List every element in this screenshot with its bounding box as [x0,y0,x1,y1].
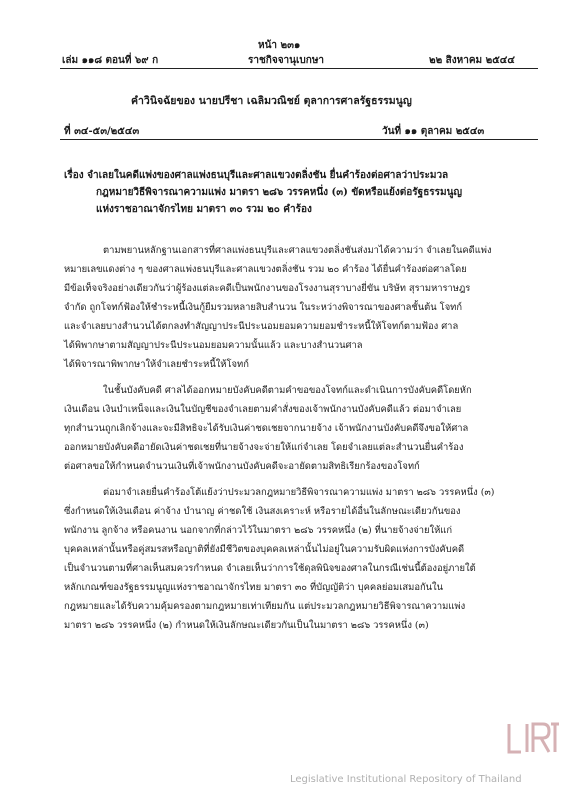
body-line: พนักงาน ลูกจ้าง หรือคนงาน นอกจากที่กล่าวไว้ในมาตรา ๒๘๖ วรรคหนึ่ง (๒) ที่นายจ้างจ่ายให้แก่ [64,525,453,536]
page-number: หน้า ๒๓๑ [258,40,301,51]
body-line: ในชั้นบังคับคดี ศาลได้ออกหมายบังคับคดีตามคำขอของโจทก์และดำเนินการบังคับคดีโดยหัก [103,385,472,396]
volume-number: เล่ม ๑๑๘ ตอนที่ ๖๙ ก [62,55,159,66]
body-line: บุคคลเหล่านั้นหรือคู่สมรสหรือญาติที่ยังมีชีวิตของบุคคลเหล่านั้นไม่อยู่ในความรับผิดแห่งการบังคับคดี [64,544,465,555]
body-line: มีข้อเท็จจริงอย่างเดียวกันว่าผู้ร้องแต่ละคดีเป็นพนักงานของโรงงานสุราบางยี่ขัน บริษัท สุรามหาราษฎร [64,283,471,294]
body-line: ตามพยานหลักฐานเอกสารที่ศาลแพ่งธนบุรีและศาลแขวงตลิ่งชันส่งมาได้ความว่า จำเลยในคดีแพ่ง [103,245,492,256]
body-line: หลักเกณฑ์ของรัฐธรรมนูญแห่งราชอาณาจักรไทย มาตรา ๓๐ ที่บัญญัติว่า บุคคลย่อมเสมอกันใน [64,582,444,593]
subject-line: แห่งราชอาณาจักรไทย มาตรา ๓๐ รวม ๒๐ คำร้อง [96,204,312,215]
subject-line: เรื่อง จำเลยในคดีแพ่งของศาลแพ่งธนบุรีและศาลแขวงตลิ่งชัน ยื่นคำร้องต่อศาลว่าประมวล [64,170,449,181]
gazette-name: ราชกิจจานุเบกษา [248,55,325,66]
body-line: ต่อมาจำเลยยื่นคำร้องโต้แย้งว่าประมวลกฎหมายวิธีพิจารณาความแพ่ง มาตรา ๒๘๖ วรรคหนึ่ง (๓) [103,487,495,498]
case-rule [60,139,538,140]
lirt-logo [503,718,559,758]
repository-watermark: Legislative Institutional Repository of Thailand [290,774,522,785]
body-line: ออกหมายบังคับคดีอายัดเงินค่าชดเชยที่นายจ้างจะจ่ายให้แก่จำเลย โดยจำเลยแต่ละสำนวนยื่นคำร้อง [64,442,464,453]
body-line: และจำเลยบางสำนวนได้ตกลงทำสัญญาประนีประนอมยอมความยอมชำระหนี้ให้โจทก์ตามฟ้อง ศาล [64,321,459,332]
header-rule [60,68,538,69]
case-number: ที่ ๓๔-๕๓/๒๕๔๓ [64,126,140,137]
body-line: ทุกสำนวนถูกเลิกจ้างและจะมีสิทธิจะได้รับเงินค่าชดเชยจากนายจ้าง เจ้าพนักงานบังคับคดีจึงขอให้ศาล [64,423,469,434]
subject-line: กฎหมายวิธีพิจารณาความแพ่ง มาตรา ๒๘๖ วรรคหนึ่ง (๓) ขัดหรือแย้งต่อรัฐธรรมนูญ [96,187,462,198]
body-line: ได้พิพากษาตามสัญญาประนีประนอมยอมความนั้นแล้ว และบางสำนวนศาล [64,340,363,351]
ruling-title: คำวินิจฉัยของ นายปรีชา เฉลิมวณิชย์ ตุลาการศาลรัฐธรรมนูญ [131,95,412,107]
body-line: หมายเลขแดงต่าง ๆ ของศาลแพ่งธนบุรีและศาลแขวงตลิ่งชัน รวม ๒๐ คำร้อง ได้ยื่นคำร้องต่อศาลโดย [64,264,467,275]
body-line: ซึ่งกำหนดให้เงินเดือน ค่าจ้าง บำนาญ ค่าชดใช้ เงินสงเคราะห์ หรือรายได้อื่นในลักษณะเดียวกันของ [64,506,461,517]
body-line: มาตรา ๒๘๖ วรรคหนึ่ง (๒) กำหนดให้เงินลักษณะเดียวกันเป็นในมาตรา ๒๘๖ วรรคหนึ่ง (๓) [64,620,429,631]
body-line: เป็นจำนวนตามที่ศาลเห็นสมควรกำหนด จำเลยเห็นว่าการใช้ดุลพินิจของศาลในกรณีเช่นนี้ต้องอยู่ภายใต้ [64,563,476,574]
body-line: ต่อศาลขอให้กำหนดจำนวนเงินที่เจ้าพนักงานบังคับคดีจะอายัดตามสิทธิเรียกร้องของโจทก์ [64,461,420,472]
body-line: จำกัด ถูกโจทก์ฟ้องให้ชำระหนี้เงินกู้ยืมรวมหลายสิบสำนวน ในระหว่างพิจารณาของศาลชั้นต้น โจทก์ [64,302,463,313]
case-date: วันที่ ๑๑ ตุลาคม ๒๕๔๓ [382,126,485,137]
body-line: ได้พิจารณาพิพากษาให้จำเลยชำระหนี้ให้โจทก์ [64,359,249,370]
body-line: กฎหมายและได้รับความคุ้มครองตามกฎหมายเท่าเทียมกัน แต่ประมวลกฎหมายวิธีพิจารณาความแพ่ง [64,601,466,612]
gazette-date: ๒๒ สิงหาคม ๒๕๔๔ [429,55,515,66]
body-line: เงินเดือน เงินบำเหน็จและเงินในบัญชีของจำเลยตามคำสั่งของเจ้าพนักงานบังคับคดีแล้ว ต่อมาจำเลย [64,404,462,415]
